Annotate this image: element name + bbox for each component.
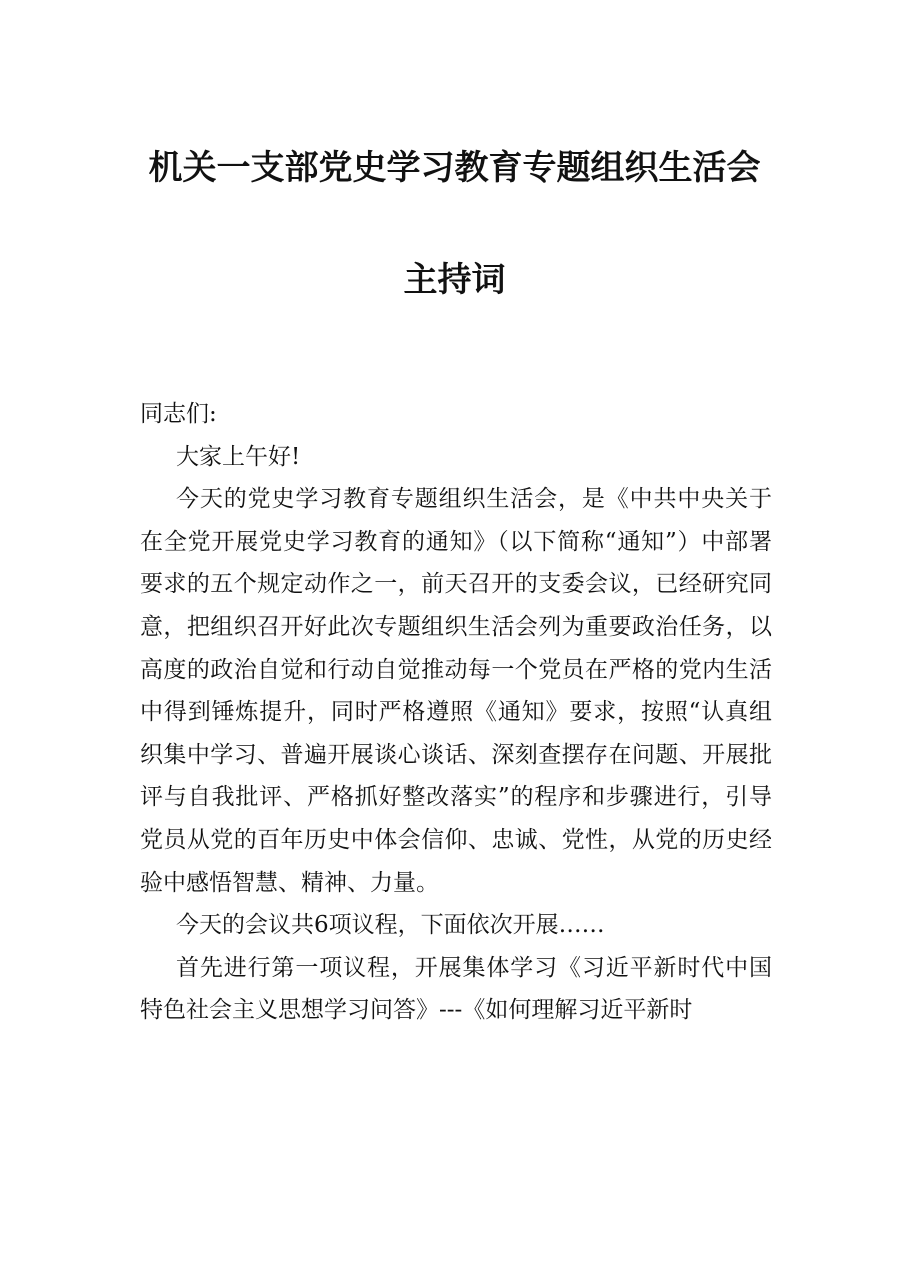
paragraph-introduction: 今天的党史学习教育专题组织生活会，是《中共中央关于在全党开展党史学习教育的通知》（以下简称“通知”）中部署要求的五个规定动作之一，前天召开的支委会议，已经研究同意，把组织召开好此次专题组织生活会列为重要政治任务，以高度的政治自觉和行动自觉推动每一个党员在严格的党内生活中得到锤炼提升，同时严格遵照《通知》要求，按照“认真组织集中学习、普遍开展谈心谈话、深刻查摆存在问题、开展批评与自我批评、严格抓好整改落实”的程序和步骤进行，引导党员从党的百年历史中体会信仰、忠诚、党性，从党的历史经验中感悟智慧、精神、力量。 [140,486,772,896]
document-body [140,393,772,1032]
paragraph-first-item: 首先进行第一项议程，开展集体学习《习近平新时代中国特色社会主义思想学习问答》---《如何理解习近平新时 [140,954,772,1024]
document-title-line-1: 机关一支部党史学习教育专题组织生活会 [148,148,761,188]
paragraph-agenda: 今天的会议共6项议程，下面依次开展…… [176,912,605,939]
document-title-line-2: 主持词 [403,260,506,300]
salutation: 同志们: [140,401,217,427]
paragraph-greeting: 大家上午好! [176,443,301,470]
